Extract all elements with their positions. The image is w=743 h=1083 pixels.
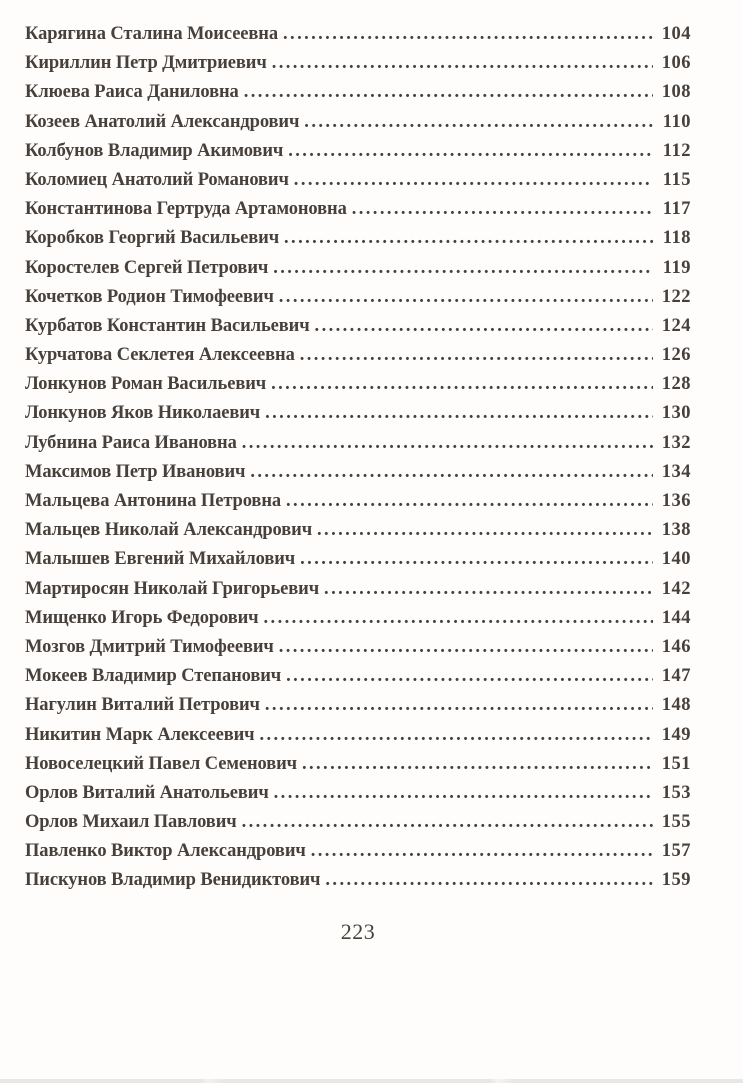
entry-page-number: 136 <box>661 491 691 511</box>
index-entry <box>25 403 691 432</box>
index-entry <box>25 228 691 257</box>
index-entry <box>25 462 691 491</box>
entry-page-number: 134 <box>661 461 691 482</box>
index-entry <box>25 608 691 637</box>
entry-page-number: 115 <box>662 169 691 190</box>
index-entry <box>25 491 691 520</box>
entry-name: Орлов Михаил Павлович <box>25 812 237 833</box>
index-entry <box>25 520 691 549</box>
entry-page-number: 128 <box>661 374 691 395</box>
entry-page-number: 147 <box>661 666 691 687</box>
entry-page-number: 104 <box>661 24 691 44</box>
entry-page-number: 159 <box>661 870 691 891</box>
entry-page-number: 108 <box>661 82 691 103</box>
index-entry <box>25 812 691 841</box>
entry-page-number: 155 <box>661 812 691 833</box>
entry-page-number: 117 <box>662 199 691 220</box>
entry-page-number: 140 <box>661 549 691 570</box>
dot-leader <box>279 637 653 658</box>
index-entry <box>25 666 691 695</box>
dot-leader <box>242 433 653 454</box>
dot-leader <box>325 870 652 891</box>
index-entry <box>25 112 691 141</box>
dot-leader <box>294 170 653 191</box>
dot-leader <box>272 53 653 74</box>
index-entry <box>25 374 691 403</box>
entry-name: Лубнина Раиса Ивановна <box>25 432 237 453</box>
entry-page-number: 144 <box>661 607 691 628</box>
entry-page-number: 126 <box>661 345 691 366</box>
entry-name: Павленко Виктор Александрович <box>25 841 306 862</box>
index-entry <box>25 783 691 812</box>
entry-name: Коростелев Сергей Петрович <box>25 257 269 278</box>
entry-page-number: 149 <box>661 724 691 745</box>
entry-page-number: 118 <box>662 228 691 249</box>
entry-page-number: 106 <box>661 53 691 74</box>
entry-name: Мартиросян Николай Григорьевич <box>25 578 320 599</box>
index-entry <box>25 433 691 462</box>
index-entry <box>25 170 691 199</box>
index-entry <box>25 24 691 53</box>
dot-leader <box>244 82 653 103</box>
dot-leader <box>300 345 653 366</box>
index-entry <box>25 199 691 228</box>
entry-name: Карягина Сталина Моисеевна <box>25 24 279 44</box>
index-entry <box>25 258 691 287</box>
index-entry <box>25 725 691 754</box>
entry-name: Пискунов Владимир Венидиктович <box>25 870 321 891</box>
dot-leader <box>288 141 653 162</box>
index-entry <box>25 316 691 345</box>
index-entry <box>25 870 691 899</box>
entry-name: Коробков Георгий Васильевич <box>25 228 280 249</box>
entry-name: Новоселецкий Павел Семенович <box>25 753 297 774</box>
dot-leader <box>302 754 653 775</box>
dot-leader <box>274 783 653 804</box>
entry-page-number: 138 <box>661 520 691 541</box>
dot-leader <box>283 24 653 45</box>
index-entry <box>25 549 691 578</box>
entry-name: Малышев Евгений Михайлович <box>25 549 296 570</box>
dot-leader <box>250 462 652 483</box>
dot-leader <box>264 608 653 629</box>
entry-name: Козеев Анатолий Александрович <box>25 111 300 132</box>
entry-name: Кириллин Петр Дмитриевич <box>25 53 267 74</box>
page-number-folio: 223 <box>340 919 376 944</box>
entry-page-number: 119 <box>662 257 691 278</box>
dot-leader <box>324 579 653 600</box>
entry-page-number: 122 <box>661 286 691 307</box>
index-entry <box>25 287 691 316</box>
index-entry <box>25 53 691 82</box>
dot-leader <box>286 491 653 512</box>
entry-page-number: 151 <box>661 753 691 774</box>
entry-page-number: 157 <box>661 841 691 862</box>
entry-page-number: 142 <box>661 578 691 599</box>
entry-name: Орлов Виталий Анатольевич <box>25 782 269 803</box>
dot-leader <box>259 725 652 746</box>
index-entry <box>25 345 691 374</box>
entry-name: Никитин Марк Алексеевич <box>25 724 255 745</box>
dot-leader <box>273 258 653 279</box>
dot-leader <box>311 841 653 862</box>
entry-page-number: 146 <box>661 636 691 657</box>
scan-bottom-edge <box>0 1079 743 1083</box>
dot-leader <box>265 695 653 716</box>
entry-name: Мозгов Дмитрий Тимофеевич <box>25 636 274 657</box>
entry-name: Константинова Гертруда Артамоновна <box>25 199 347 220</box>
dot-leader <box>317 520 653 541</box>
entry-name: Клюева Раиса Даниловна <box>25 82 239 103</box>
entry-page-number: 112 <box>662 140 691 161</box>
dot-leader <box>352 199 653 220</box>
dot-leader <box>284 228 653 249</box>
entry-name: Кочетков Родион Тимофеевич <box>25 286 274 307</box>
entry-name: Мищенко Игорь Федорович <box>25 607 259 628</box>
dot-leader <box>271 374 653 395</box>
entry-page-number: 110 <box>662 111 691 132</box>
dot-leader <box>265 403 653 424</box>
entry-name: Мокеев Владимир Степанович <box>25 666 282 687</box>
entry-page-number: 130 <box>661 403 691 424</box>
entry-page-number: 148 <box>661 695 691 716</box>
index-entry <box>25 754 691 783</box>
index-entry <box>25 141 691 170</box>
index-entry <box>25 695 691 724</box>
entry-name: Нагулин Виталий Петрович <box>25 695 260 716</box>
index-list <box>25 24 691 900</box>
entry-name: Мальцев Николай Александрович <box>25 520 313 541</box>
index-entry <box>25 637 691 666</box>
entry-name: Лонкунов Роман Васильевич <box>25 374 267 395</box>
entry-name: Лонкунов Яков Николаевич <box>25 403 261 424</box>
entry-page-number: 132 <box>661 432 691 453</box>
dot-leader <box>300 549 653 570</box>
entry-name: Мальцева Антонина Петровна <box>25 491 282 511</box>
index-entry <box>25 82 691 111</box>
dot-leader <box>304 112 653 133</box>
entry-page-number: 124 <box>661 315 691 336</box>
entry-page-number: 153 <box>661 782 691 803</box>
entry-name: Коломиец Анатолий Романович <box>25 169 289 190</box>
dot-leader <box>315 316 653 337</box>
entry-name: Курчатова Секлетея Алексеевна <box>25 345 295 366</box>
index-entry <box>25 579 691 608</box>
entry-name: Колбунов Владимир Акимович <box>25 140 284 161</box>
dot-leader <box>286 666 653 687</box>
entry-name: Максимов Петр Иванович <box>25 461 246 482</box>
index-entry <box>25 841 691 870</box>
dot-leader <box>279 287 653 308</box>
entry-name: Курбатов Константин Васильевич <box>25 315 310 336</box>
dot-leader <box>242 812 653 833</box>
